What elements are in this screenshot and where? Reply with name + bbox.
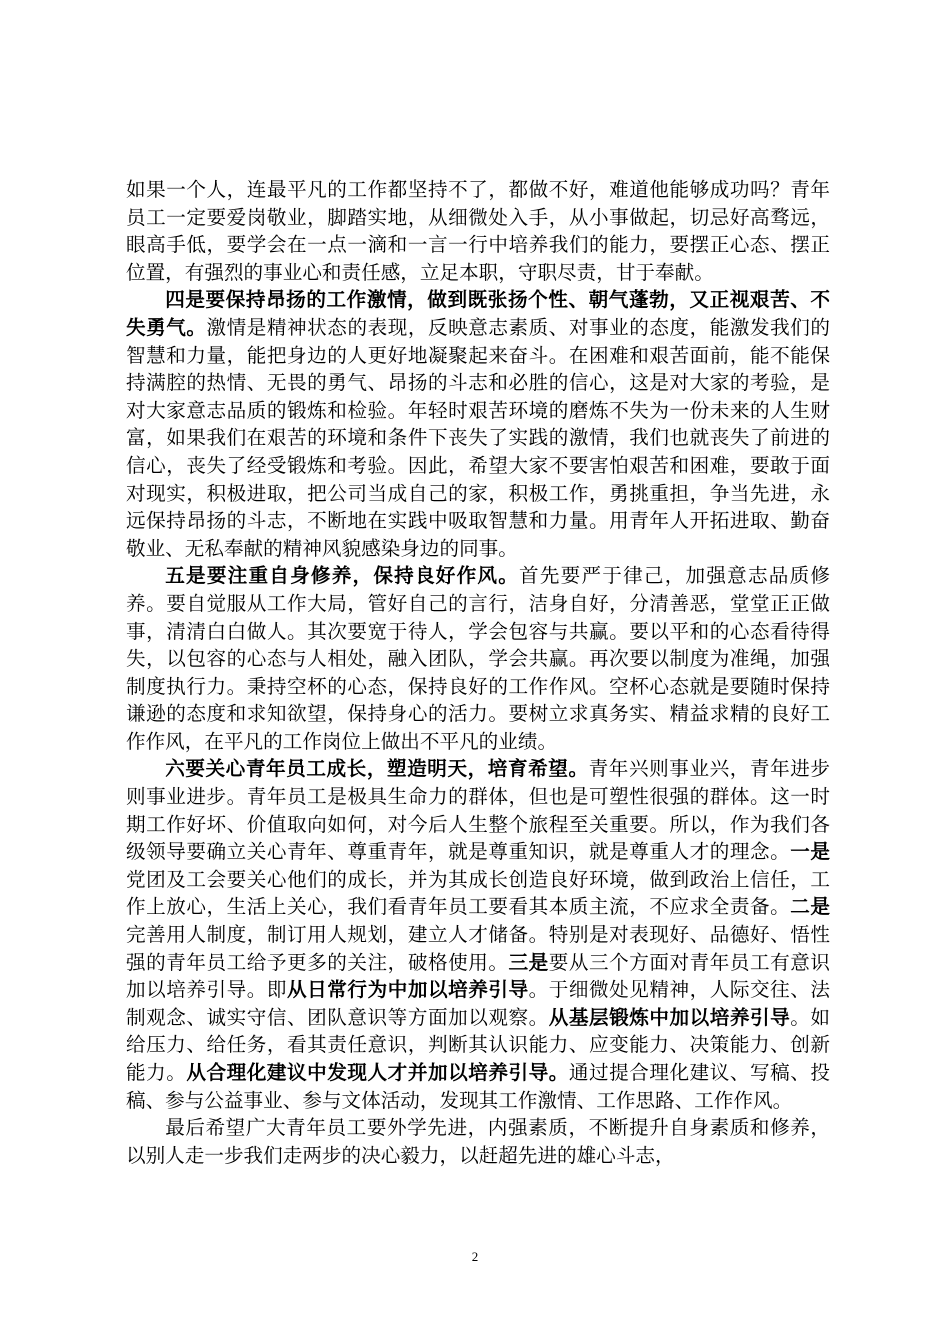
- paragraph-3: [126, 562, 830, 755]
- paragraph-4-bold-5: 从基层锻炼中加以培养引导: [548, 1005, 791, 1029]
- paragraph-4-text-6: 。如给压力、给任务，看其责任意识，判断其认识能力、应变能力、决策能力、创新能力。: [126, 1005, 831, 1084]
- paragraph-4: [126, 755, 830, 1114]
- paragraph-4-bold-3: 三是: [508, 950, 549, 974]
- paragraph-4-bold-1: 一是: [790, 840, 831, 864]
- paragraph-4-text-3: 完善用人制度，制订用人规划，建立人才储备。特别是对表现好、品德好、悟性强的青年员工给予更多的关注，破格使用。: [126, 923, 830, 974]
- paragraph-1: [126, 176, 830, 286]
- paragraph-5: [126, 1114, 830, 1169]
- paragraph-4-bold-4: 从日常行为中加以培养引导: [287, 978, 529, 1002]
- paragraph-5-text: 最后希望广大青年员工要外学先进，内强素质，不断提升自身素质和修养，以别人走一步我们走两步的决心毅力，以赶超先进的雄心斗志，: [126, 1116, 830, 1167]
- paragraph-4-bold-2: 二是: [790, 895, 831, 919]
- paragraph-4-text-7: 通过提合理化建议、写稿、投稿、参与公益事业、参与文体活动，发现其工作激情、工作思路、工作作风。: [126, 1061, 831, 1112]
- paragraph-4-text-2: 党团及工会要关心他们的成长，并为其成长创造良好环境，做到政治上信任，工作上放心，生活上关心，我们看青年员工要看其本质主流，不应求全责备。: [126, 867, 830, 919]
- paragraph-4-bold-6: 从合理化建议中发现人才并加以培养引导。: [186, 1061, 569, 1084]
- paragraph-3-text: 首先要严于律己，加强意志品质修养。要自觉服从工作大局，管好自己的言行，洁身自好，分清善恶，堂堂正正做事，清清白白做人。其次要宽于待人，学会包容与共赢。要以平和的心态看待得失，以包容的心态与人相处，融入团队，学会共赢。再次要以制度为准绳，加强制度执行力。秉持空杯的心态，保持良好的工作作风。空杯心态就是要随时保持谦逊的态度和求知欲望，保持身心的活力。要树立求真务实、精益求精的良好工作作风，在平凡的工作岗位上做出不平凡的业绩。: [126, 564, 831, 753]
- document-body: [126, 176, 830, 1169]
- paragraph-2: [126, 286, 830, 562]
- page-number: 2: [471, 1249, 479, 1264]
- paragraph-1-text: 如果一个人，连最平凡的工作都坚持不了，都做不好，难道他能够成功吗？青年员工一定要爱岗敬业，脚踏实地，从细微处入手，从小事做起，切忌好高骛远，眼高手低，要学会在一点一滴和一言一行中培养我们的能力，要摆正心态、摆正位置，有强烈的事业心和责任感，立足本职，守职尽责，甘于奉献。: [126, 178, 830, 284]
- paragraph-2-heading: 四是要保持昂扬的工作激情，做到既张扬个性、朝气蓬勃，又正视艰苦、不失勇气。: [126, 288, 830, 339]
- paragraph-4-text-5: 。于细微处见精神，人际交往、法制观念、诚实守信、团队意识等方面加以观察。: [126, 978, 831, 1029]
- paragraph-4-text-1: 青年兴则事业兴，青年进步则事业进步。青年员工是极具生命力的群体，但也是可塑性很强的群体。这一时期工作好坏、价值取向如何，对今后人生整个旅程至关重要。所以，作为我们各级领导要确立关心青年、尊重青年，就是尊重知识，就是尊重人才的理念。: [126, 757, 831, 864]
- paragraph-2-text: 激情是精神状态的表现，反映意志素质、对事业的态度，能激发我们的智慧和力量，能把身边的人更好地凝聚起来奋斗。在困难和艰苦面前，能不能保持满腔的热情、无畏的勇气、昂扬的斗志和必胜的信心，这是对大家的考验，是对大家意志品质的锻炼和检验。年轻时艰苦环境的磨炼不失为一份未来的人生财富，如果我们在艰苦的环境和条件下丧失了实践的激情，我们也就丧失了前进的信心，丧失了经受锻炼和考验。因此，希望大家不要害怕艰苦和困难，要敢于面对现实，积极进取，把公司当成自己的家，积极工作，勇挑重担，争当先进，永远保持昂扬的斗志，不断地在实践中吸取智慧和力量。用青年人开拓进取、勤奋敬业、无私奉献的精神风貌感染身边的同事。: [126, 315, 831, 560]
- paragraph-4-heading: 六要关心青年员工成长，塑造明天，培育希望。: [165, 757, 589, 781]
- paragraph-3-heading: 五是要注重自身修养，保持良好作风。: [165, 564, 520, 588]
- paragraph-4-text-4: 要从三个方面对青年员工有意识加以培养引导。即: [126, 950, 831, 1002]
